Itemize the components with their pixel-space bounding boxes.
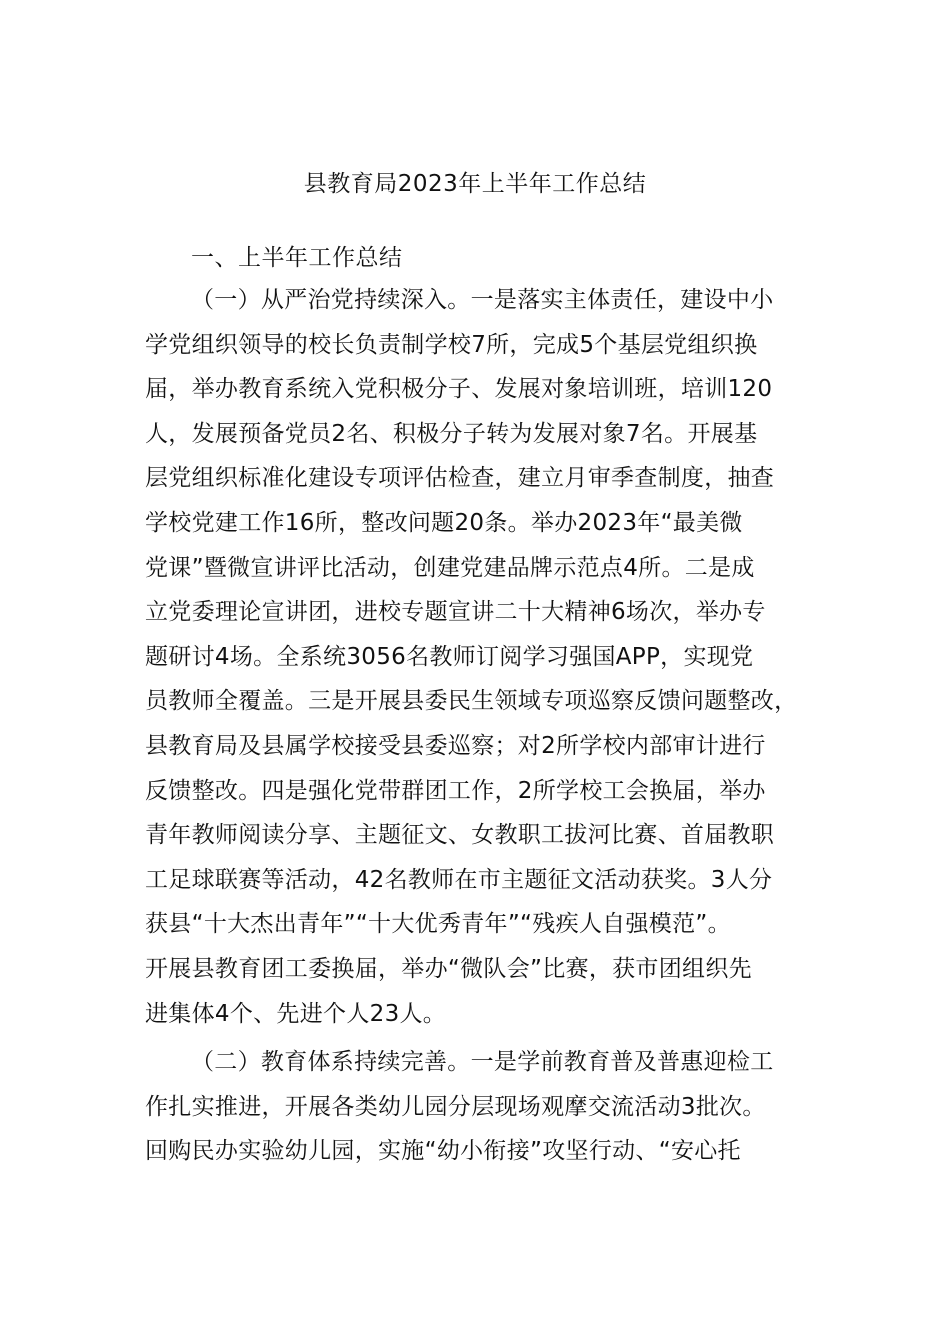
paragraph-line: 学校党建工作16所，整改问题20条。举办2023年“最美微 (145, 509, 743, 536)
paragraph-line: （二）教育体系持续完善。一是学前教育普及普惠迎检工 (191, 1049, 774, 1075)
paragraph-line: 获县“十大杰出青年”“十大优秀青年”“残疾人自强模范”。 (145, 911, 731, 938)
paragraph-line: 党课”暨微宣讲评比活动，创建党建品牌示范点4所。二是成 (145, 554, 755, 581)
paragraph-education-system (145, 1040, 825, 1174)
paragraph-line: 作扎实推进，开展各类幼儿园分层现场观摩交流活动3批次。 (145, 1093, 766, 1120)
paragraph-line: 反馈整改。四是强化党带群团工作，2所学校工会换届，举办 (145, 777, 766, 804)
paragraph-party-building (145, 278, 825, 1036)
paragraph-line: 题研讨4场。全系统3056名教师订阅学习强国APP，实现党 (145, 643, 754, 670)
document-title: 县教育局2023年上半年工作总结 (303, 171, 647, 197)
paragraph-line: 进集体4个、先进个人23人。 (145, 1000, 447, 1027)
paragraph-line: 开展县教育团工委换届，举办“微队会”比赛，获市团组织先 (145, 955, 752, 982)
paragraph-line: 县教育局及县属学校接受县委巡察；对2所学校内部审计进行 (145, 732, 766, 759)
paragraph-line: 工足球联赛等活动，42名教师在市主题征文活动获奖。3人分 (145, 866, 773, 893)
paragraph-line: 届，举办教育系统入党积极分子、发展对象培训班，培训120 (145, 376, 773, 403)
paragraph-line: 青年教师阅读分享、主题征文、女教职工拔河比赛、首届教职 (145, 822, 775, 849)
section-heading: 一、上半年工作总结 (191, 245, 403, 271)
paragraph-line: 员教师全覆盖。三是开展县委民生领域专项巡察反馈问题整改， (145, 688, 798, 715)
paragraph-line: 人，发展预备党员2名、积极分子转为发展对象7名。开展基 (145, 420, 758, 447)
paragraph-line: （一）从严治党持续深入。一是落实主体责任，建设中小 (191, 287, 774, 313)
paragraph-line: 层党组织标准化建设专项评估检查，建立月审季查制度，抽查 (145, 465, 775, 492)
paragraph-line: 学党组织领导的校长负责制学校7所，完成5个基层党组织换 (145, 331, 758, 358)
paragraph-line: 回购民办实验幼儿园，实施“幼小衔接”攻坚行动、“安心托 (145, 1138, 741, 1165)
paragraph-line: 立党委理论宣讲团，进校专题宣讲二十大精神6场次，举办专 (145, 599, 766, 626)
